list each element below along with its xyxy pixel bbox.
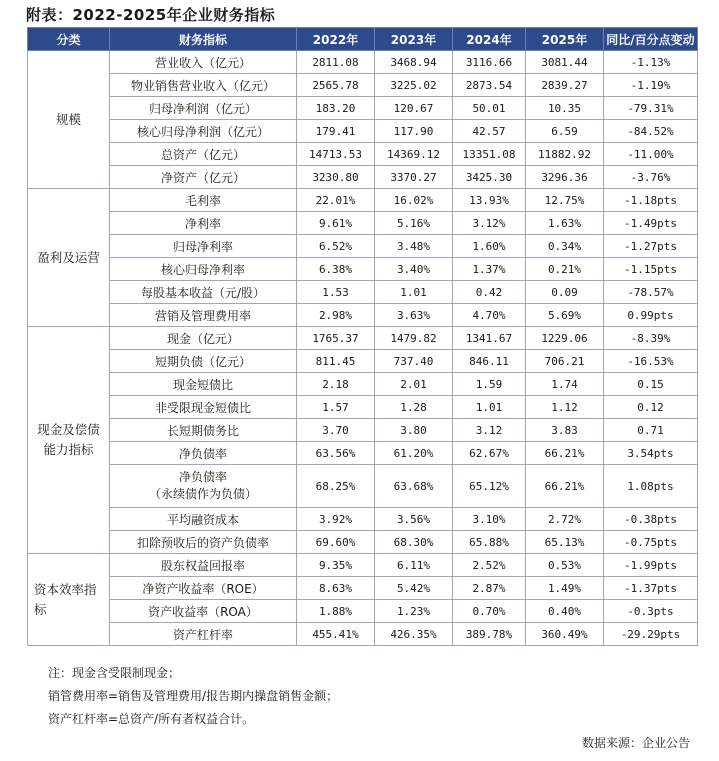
- indicator-cell: 长短期债务比: [110, 419, 297, 442]
- value-cell: 3.56%: [375, 508, 453, 531]
- value-cell: 12.75%: [526, 189, 604, 212]
- value-cell: 1.23%: [375, 600, 453, 623]
- value-cell: 179.41: [297, 120, 375, 143]
- table-row: [28, 235, 698, 258]
- value-cell: 3.12: [453, 419, 526, 442]
- value-cell: 5.69%: [526, 304, 604, 327]
- value-cell: 455.41%: [297, 623, 375, 646]
- value-cell: 0.42: [453, 281, 526, 304]
- value-cell: 3425.30: [453, 166, 526, 189]
- value-cell: 1.53: [297, 281, 375, 304]
- value-cell: 360.49%: [526, 623, 604, 646]
- category-capital-line2: 标: [34, 601, 47, 617]
- table-row: [28, 143, 698, 166]
- value-cell: 2.52%: [453, 554, 526, 577]
- value-cell: 389.78%: [453, 623, 526, 646]
- value-cell: 50.01: [453, 97, 526, 120]
- value-cell: 65.88%: [453, 531, 526, 554]
- change-cell: -11.00%: [604, 143, 698, 166]
- change-cell: 0.71: [604, 419, 698, 442]
- value-cell: 426.35%: [375, 623, 453, 646]
- header-2023: 2023年: [375, 28, 453, 51]
- value-cell: 14713.53: [297, 143, 375, 166]
- value-cell: 1.59: [453, 373, 526, 396]
- indicator-cell: 股东权益回报率: [110, 554, 297, 577]
- change-cell: -8.39%: [604, 327, 698, 350]
- category-capital-efficiency: [28, 554, 110, 646]
- category-profitability: 盈利及运营: [28, 189, 110, 327]
- value-cell: 6.59: [526, 120, 604, 143]
- value-cell: 706.21: [526, 350, 604, 373]
- indicator-cell: 短期负债（亿元）: [110, 350, 297, 373]
- value-cell: 13.93%: [453, 189, 526, 212]
- indicator-cell: 营业收入（亿元）: [110, 51, 297, 74]
- indicator-cell: 资产杠杆率: [110, 623, 297, 646]
- table-row: [28, 350, 698, 373]
- value-cell: 3370.27: [375, 166, 453, 189]
- value-cell: 2839.27: [526, 74, 604, 97]
- value-cell: 846.11: [453, 350, 526, 373]
- value-cell: 1.01: [453, 396, 526, 419]
- value-cell: 0.53%: [526, 554, 604, 577]
- indicator-cell: [110, 465, 297, 508]
- indicator-cell: 净负债率: [110, 442, 297, 465]
- header-row: [28, 28, 698, 51]
- value-cell: 1.74: [526, 373, 604, 396]
- value-cell: 66.21%: [526, 465, 604, 508]
- change-cell: 1.08pts: [604, 465, 698, 508]
- change-cell: -0.3pts: [604, 600, 698, 623]
- change-cell: 3.54pts: [604, 442, 698, 465]
- header-change: 同比/百分点变动: [604, 28, 698, 51]
- value-cell: 6.52%: [297, 235, 375, 258]
- table-row: [28, 51, 698, 74]
- change-cell: -29.29pts: [604, 623, 698, 646]
- indicator-line2: （永续债作为负债）: [148, 487, 257, 501]
- value-cell: 1.01: [375, 281, 453, 304]
- change-cell: -79.31%: [604, 97, 698, 120]
- change-cell: -1.37pts: [604, 577, 698, 600]
- indicator-cell: 总资产（亿元）: [110, 143, 297, 166]
- value-cell: 3.80: [375, 419, 453, 442]
- value-cell: 1765.37: [297, 327, 375, 350]
- value-cell: 68.25%: [297, 465, 375, 508]
- value-cell: 737.40: [375, 350, 453, 373]
- change-cell: 0.12: [604, 396, 698, 419]
- value-cell: 62.67%: [453, 442, 526, 465]
- table-row: [28, 577, 698, 600]
- value-cell: 22.01%: [297, 189, 375, 212]
- value-cell: 2.98%: [297, 304, 375, 327]
- value-cell: 0.40%: [526, 600, 604, 623]
- value-cell: 5.42%: [375, 577, 453, 600]
- value-cell: 2.18: [297, 373, 375, 396]
- value-cell: 1341.67: [453, 327, 526, 350]
- table-row: [28, 419, 698, 442]
- value-cell: 3468.94: [375, 51, 453, 74]
- table-row: [28, 74, 698, 97]
- value-cell: 68.30%: [375, 531, 453, 554]
- header-category: 分类: [28, 28, 110, 51]
- table-row: [28, 120, 698, 143]
- header-2025: 2025年: [526, 28, 604, 51]
- table-row: [28, 623, 698, 646]
- value-cell: 0.70%: [453, 600, 526, 623]
- category-solvency-line2: 能力指标: [43, 442, 94, 457]
- value-cell: 1.12: [526, 396, 604, 419]
- value-cell: 117.90: [375, 120, 453, 143]
- value-cell: 3.48%: [375, 235, 453, 258]
- indicator-cell: 核心归母净利润（亿元）: [110, 120, 297, 143]
- value-cell: 3230.80: [297, 166, 375, 189]
- indicator-cell: 物业销售营业收入（亿元）: [110, 74, 297, 97]
- change-cell: -1.18pts: [604, 189, 698, 212]
- table-row: [28, 508, 698, 531]
- data-source: 数据来源：企业公告: [581, 736, 690, 750]
- change-cell: -1.49pts: [604, 212, 698, 235]
- category-solvency-line1: 现金及偿债: [37, 422, 100, 437]
- indicator-cell: 营销及管理费用率: [110, 304, 297, 327]
- change-cell: -0.75pts: [604, 531, 698, 554]
- value-cell: 9.35%: [297, 554, 375, 577]
- value-cell: 0.09: [526, 281, 604, 304]
- indicator-cell: 净资产收益率（ROE）: [110, 577, 297, 600]
- value-cell: 1.63%: [526, 212, 604, 235]
- indicator-cell: 净资产（亿元）: [110, 166, 297, 189]
- value-cell: 2811.08: [297, 51, 375, 74]
- value-cell: 1.60%: [453, 235, 526, 258]
- table-row: [28, 600, 698, 623]
- value-cell: 2565.78: [297, 74, 375, 97]
- value-cell: 9.61%: [297, 212, 375, 235]
- value-cell: 1479.82: [375, 327, 453, 350]
- value-cell: 3296.36: [526, 166, 604, 189]
- value-cell: 69.60%: [297, 531, 375, 554]
- change-cell: -1.27pts: [604, 235, 698, 258]
- category-solvency: [28, 327, 110, 554]
- header-2024: 2024年: [453, 28, 526, 51]
- value-cell: 42.57: [453, 120, 526, 143]
- change-cell: -84.52%: [604, 120, 698, 143]
- value-cell: 1.37%: [453, 258, 526, 281]
- value-cell: 10.35: [526, 97, 604, 120]
- change-cell: 0.15: [604, 373, 698, 396]
- table-row: [28, 554, 698, 577]
- value-cell: 3.40%: [375, 258, 453, 281]
- table-row: [28, 212, 698, 235]
- value-cell: 3.63%: [375, 304, 453, 327]
- financial-indicators-table: [27, 27, 698, 646]
- indicator-cell: 归母净利率: [110, 235, 297, 258]
- value-cell: 66.21%: [526, 442, 604, 465]
- value-cell: 65.12%: [453, 465, 526, 508]
- table-notes: [48, 662, 338, 731]
- value-cell: 4.70%: [453, 304, 526, 327]
- value-cell: 11882.92: [526, 143, 604, 166]
- table-row: [28, 258, 698, 281]
- table-row: [28, 166, 698, 189]
- table-row: [28, 304, 698, 327]
- change-cell: -3.76%: [604, 166, 698, 189]
- change-cell: -16.53%: [604, 350, 698, 373]
- value-cell: 120.67: [375, 97, 453, 120]
- value-cell: 6.38%: [297, 258, 375, 281]
- value-cell: 6.11%: [375, 554, 453, 577]
- indicator-line1: 净负债率: [178, 470, 227, 484]
- category-scale: 规模: [28, 51, 110, 189]
- category-capital-line1: 资本效率指: [34, 581, 97, 597]
- indicator-cell: 资产收益率（ROA）: [110, 600, 297, 623]
- value-cell: 13351.08: [453, 143, 526, 166]
- table-row: [28, 531, 698, 554]
- header-2022: 2022年: [297, 28, 375, 51]
- table-row: [28, 327, 698, 350]
- note-line: 注：现金含受限制现金；: [48, 666, 181, 680]
- value-cell: 3.83: [526, 419, 604, 442]
- value-cell: 61.20%: [375, 442, 453, 465]
- value-cell: 2.72%: [526, 508, 604, 531]
- table-title: 附表：2022-2025年企业财务指标: [26, 6, 276, 24]
- value-cell: 2873.54: [453, 74, 526, 97]
- indicator-cell: 非受限现金短债比: [110, 396, 297, 419]
- change-cell: -78.57%: [604, 281, 698, 304]
- table-row: [28, 97, 698, 120]
- table-row: [28, 442, 698, 465]
- value-cell: 3.10%: [453, 508, 526, 531]
- table-row: [28, 396, 698, 419]
- indicator-cell: 每股基本收益（元/股）: [110, 281, 297, 304]
- value-cell: 16.02%: [375, 189, 453, 212]
- value-cell: 0.34%: [526, 235, 604, 258]
- value-cell: 811.45: [297, 350, 375, 373]
- indicator-cell: 毛利率: [110, 189, 297, 212]
- change-cell: -1.99pts: [604, 554, 698, 577]
- header-indicator: 财务指标: [110, 28, 297, 51]
- value-cell: 3.70: [297, 419, 375, 442]
- value-cell: 65.13%: [526, 531, 604, 554]
- table-row: [28, 281, 698, 304]
- value-cell: 5.16%: [375, 212, 453, 235]
- value-cell: 1.88%: [297, 600, 375, 623]
- change-cell: -1.13%: [604, 51, 698, 74]
- table-row: [28, 373, 698, 396]
- value-cell: 8.63%: [297, 577, 375, 600]
- value-cell: 1.49%: [526, 577, 604, 600]
- table-row: [28, 189, 698, 212]
- value-cell: 2.87%: [453, 577, 526, 600]
- value-cell: 1229.06: [526, 327, 604, 350]
- indicator-cell: 现金短债比: [110, 373, 297, 396]
- change-cell: 0.99pts: [604, 304, 698, 327]
- value-cell: 0.21%: [526, 258, 604, 281]
- value-cell: 3116.66: [453, 51, 526, 74]
- value-cell: 3225.02: [375, 74, 453, 97]
- value-cell: 3.92%: [297, 508, 375, 531]
- value-cell: 63.56%: [297, 442, 375, 465]
- value-cell: 3.12%: [453, 212, 526, 235]
- change-cell: -0.38pts: [604, 508, 698, 531]
- note-line: 销管费用率=销售及管理费用/报告期内操盘销售金额；: [48, 689, 339, 703]
- indicator-cell: 净利率: [110, 212, 297, 235]
- change-cell: -1.19%: [604, 74, 698, 97]
- indicator-cell: 现金（亿元）: [110, 327, 297, 350]
- value-cell: 2.01: [375, 373, 453, 396]
- value-cell: 1.28: [375, 396, 453, 419]
- indicator-cell: 核心归母净利率: [110, 258, 297, 281]
- value-cell: 1.57: [297, 396, 375, 419]
- table-row: [28, 465, 698, 508]
- value-cell: 63.68%: [375, 465, 453, 508]
- indicator-cell: 平均融资成本: [110, 508, 297, 531]
- value-cell: 3081.44: [526, 51, 604, 74]
- note-line: 资产杠杆率=总资产/所有者权益合计。: [48, 712, 255, 726]
- indicator-cell: 扣除预收后的资产负债率: [110, 531, 297, 554]
- indicator-cell: 归母净利润（亿元）: [110, 97, 297, 120]
- value-cell: 183.20: [297, 97, 375, 120]
- value-cell: 14369.12: [375, 143, 453, 166]
- change-cell: -1.15pts: [604, 258, 698, 281]
